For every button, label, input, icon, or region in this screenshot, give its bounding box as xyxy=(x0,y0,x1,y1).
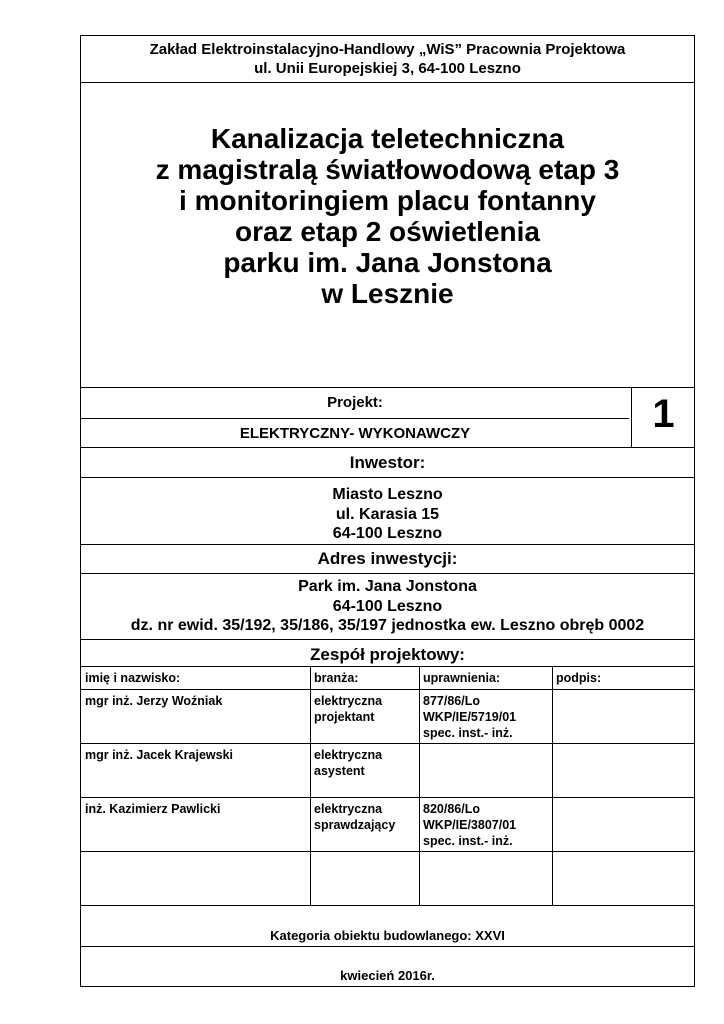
branch-line: sprawdzający xyxy=(314,818,396,832)
permit-line: spec. inst.- inż. xyxy=(423,834,513,848)
building-category: Kategoria obiektu budowlanego: XXVI xyxy=(270,928,505,943)
divider xyxy=(81,946,694,947)
company-name: Zakład Elektroinstalacyjno-Handlowy „WiS” Pracownia Projektowa xyxy=(149,41,626,58)
project-type: ELEKTRYCZNY- WYKONAWCZY xyxy=(239,425,471,442)
column-header-name: imię i nazwisko: xyxy=(85,671,181,685)
volume-number: 1 xyxy=(652,392,675,436)
member-permits xyxy=(423,693,516,741)
member-permits xyxy=(423,801,516,849)
divider xyxy=(81,905,694,906)
divider xyxy=(81,544,694,545)
permit-line: WKP/IE/5719/01 xyxy=(423,710,517,724)
branch-line: elektryczna xyxy=(314,748,383,762)
branch-line: elektryczna xyxy=(314,694,383,708)
divider xyxy=(81,477,694,478)
document-title xyxy=(81,123,694,309)
permit-line: spec. inst.- inż. xyxy=(423,726,513,740)
company-header xyxy=(81,40,694,78)
divider xyxy=(81,573,694,574)
project-label: Projekt: xyxy=(327,394,383,411)
divider xyxy=(310,666,311,905)
investor-label: Inwestor: xyxy=(349,453,426,472)
address-block xyxy=(81,577,694,636)
address-line: Park im. Jana Jonstona xyxy=(298,578,477,595)
divider xyxy=(81,82,694,83)
title-line: Kanalizacja teletechniczna xyxy=(210,123,565,154)
permit-line: 877/86/Lo xyxy=(423,694,480,708)
team-label: Zespół projektowy: xyxy=(310,645,465,664)
branch-line: projektant xyxy=(314,710,375,724)
member-branch xyxy=(314,747,382,779)
member-branch xyxy=(314,801,395,833)
divider xyxy=(81,851,694,852)
column-header-permits: uprawnienia: xyxy=(423,671,501,685)
divider xyxy=(81,639,694,640)
divider xyxy=(81,387,694,388)
divider xyxy=(419,666,420,905)
branch-line: asystent xyxy=(314,764,365,778)
title-line: i monitoringiem placu fontanny xyxy=(179,185,596,216)
title-line: oraz etap 2 oświetlenia xyxy=(235,216,540,247)
address-label: Adres inwestycji: xyxy=(317,549,458,568)
member-name: inż. Kazimierz Pawlicki xyxy=(85,802,221,816)
member-name: mgr inż. Jerzy Woźniak xyxy=(85,694,223,708)
company-address: ul. Unii Europejskiej 3, 64-100 Leszno xyxy=(254,60,521,77)
branch-line: elektryczna xyxy=(314,802,383,816)
divider xyxy=(81,666,694,667)
investor-line: ul. Karasia 15 xyxy=(335,505,440,523)
divider xyxy=(81,797,694,798)
divider xyxy=(81,418,629,419)
address-line: dz. nr ewid. 35/192, 35/186, 35/197 jednostka ew. Leszno obręb 0002 xyxy=(130,617,645,634)
permit-line: WKP/IE/3807/01 xyxy=(423,818,517,832)
divider xyxy=(81,689,694,690)
investor-block xyxy=(81,485,694,544)
member-branch xyxy=(314,693,382,725)
title-line: parku im. Jana Jonstona xyxy=(223,247,552,278)
title-line: z magistralą światłowodową etap 3 xyxy=(155,154,620,185)
column-header-branch: branża: xyxy=(314,671,359,685)
title-line: w Lesznie xyxy=(321,278,454,309)
column-header-signature: podpis: xyxy=(556,671,602,685)
member-name: mgr inż. Jacek Krajewski xyxy=(85,748,233,762)
divider xyxy=(81,743,694,744)
investor-line: 64-100 Leszno xyxy=(332,525,443,542)
divider xyxy=(81,447,694,448)
title-sheet xyxy=(80,35,695,987)
permit-line: 820/86/Lo xyxy=(423,802,480,816)
issue-date: kwiecień 2016r. xyxy=(340,968,435,983)
address-line: 64-100 Leszno xyxy=(332,597,443,615)
investor-line: Miasto Leszno xyxy=(332,486,443,503)
divider xyxy=(552,666,553,905)
